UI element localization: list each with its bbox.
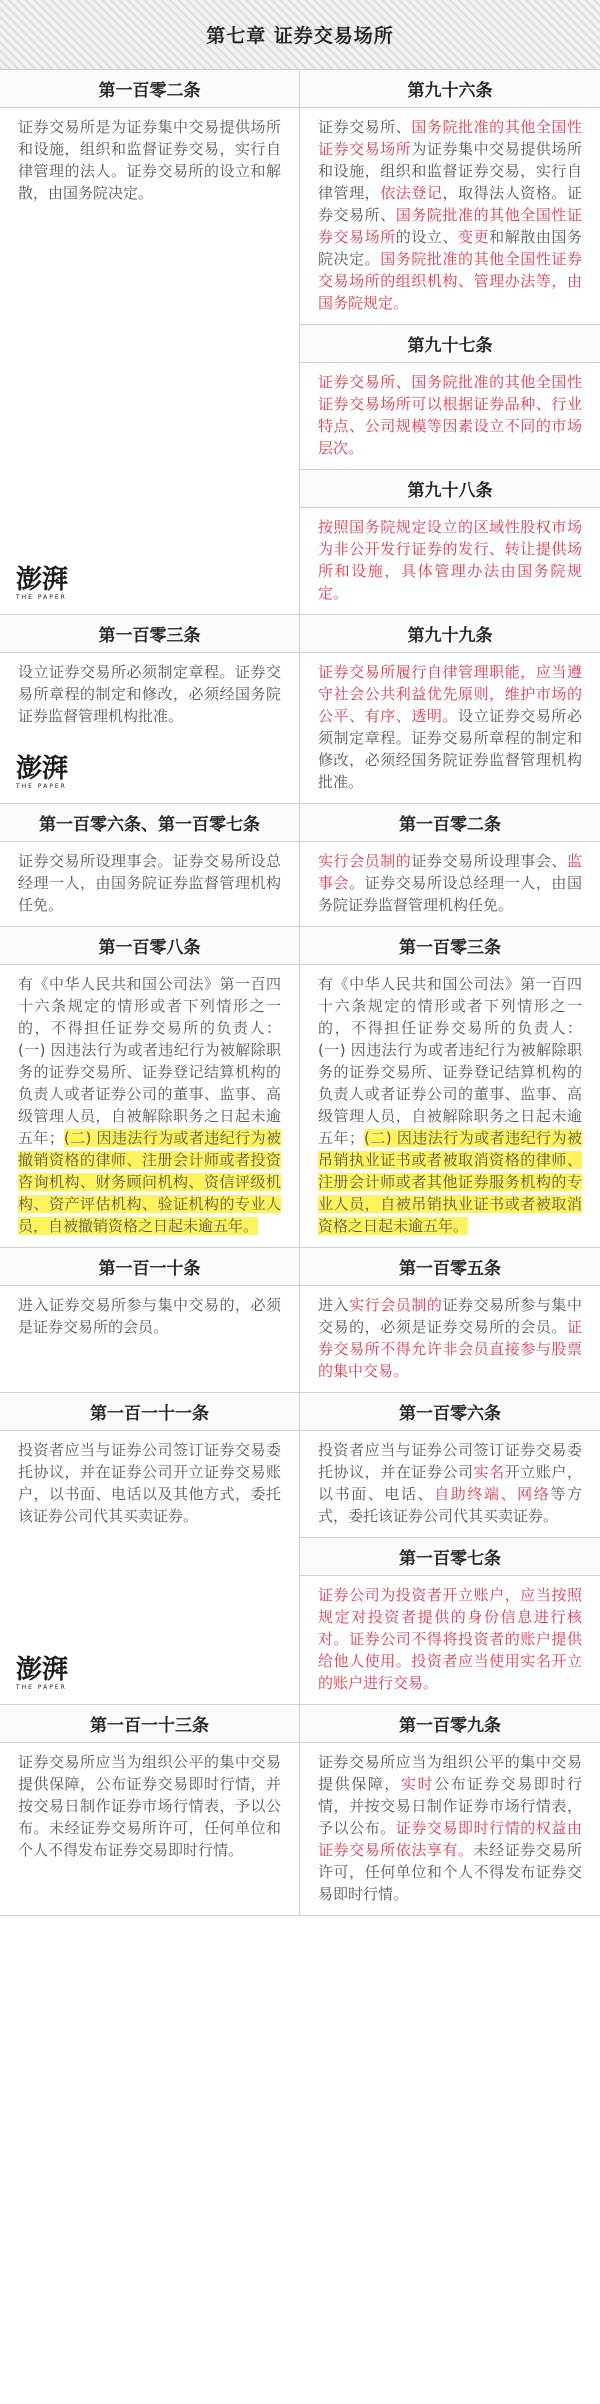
article-title: 第一百零九条 xyxy=(300,1705,600,1743)
article-title: 第一百零六条 xyxy=(300,1393,600,1431)
article-text: 设立证券交易所必须制定章程。证券交易所章程的制定和修改，必须经国务院证券监督管理机构批准。 xyxy=(318,707,582,791)
old-law-cell xyxy=(0,70,299,615)
article-text: 等方式，委托该证券公司代其买卖证券。 xyxy=(318,1485,582,1525)
article-text: 投资者应当与证券公司签订证券交易委托协议，并在证券公司开立证券交易账户，以书面、电话以及其他方式，委托该证券公司代其买卖证券。 xyxy=(18,1441,281,1525)
new-law-column xyxy=(300,70,600,1916)
article-body xyxy=(0,842,299,927)
article-text: 有《中华人民共和国公司法》第一百四十六条规定的情形或者下列情形之一的，不得担任证券交易所的负责人：(一) 因违法行为或者违纪行为被解除职务的证券交易所、证券登记结算机构的负责人或者证券公司的董事、监事、高级管理人员，自被解除职务之日起未逾五年； xyxy=(18,975,281,1147)
amended-text: 依法登记 xyxy=(380,184,443,202)
article-title: 第九十八条 xyxy=(300,470,600,508)
article-text: 有《中华人民共和国公司法》第一百四十六条规定的情形或者下列情形之一的，不得担任证券交易所的负责人：(一) 因违法行为或者违纪行为被解除职务的证券交易所、证券登记结算机构的负责人或者证券公司的董事、监事、高级管理人员，自被解除职务之日起未逾五年； xyxy=(318,975,582,1147)
new-law-cell xyxy=(300,615,600,804)
article-title: 第一百零三条 xyxy=(300,927,600,965)
article-text: 开立账户，以书面、电话、 xyxy=(318,1463,582,1503)
old-law-cell xyxy=(0,1705,299,1916)
article-text: 进入证券交易所参与集中交易的，必须是证券交易所的会员。 xyxy=(18,1296,281,1336)
new-law-cell xyxy=(300,1248,600,1393)
article-body xyxy=(0,108,299,615)
article-old xyxy=(0,1248,299,1393)
article-text: 证券交易所应当为组织公平的集中交易提供保障，公布证券交易即时行情，并按交易日制作证券市场行情表，予以公布。未经证券交易所许可，任何单位和个人不得发布证券交易即时行情。 xyxy=(18,1753,281,1859)
article-text: 的设立、 xyxy=(395,228,459,246)
article-title: 第九十九条 xyxy=(300,615,600,653)
article-title: 第一百零八条 xyxy=(0,927,299,965)
amended-text: 实行会员制的 xyxy=(349,1296,443,1314)
article-title: 第一百零三条 xyxy=(0,615,299,653)
the-paper-logo xyxy=(16,756,68,790)
article-title: 第一百零六条、第一百零七条 xyxy=(0,804,299,842)
article-text: 公布证券交易即时行情，并按交易日制作证券市场行情表，予以公布。 xyxy=(318,1775,582,1837)
old-law-column xyxy=(0,70,300,1916)
logo-subtitle: THE PAPER xyxy=(16,594,67,601)
article-title: 第一百一十三条 xyxy=(0,1705,299,1743)
article-text: 证券交易所设理事会。证券交易所设总经理一人，由国务院证券监督管理机构任免。 xyxy=(18,852,281,914)
article-title: 第一百零二条 xyxy=(300,804,600,842)
old-law-cell xyxy=(0,615,299,804)
old-law-cell xyxy=(0,927,299,1248)
article-old xyxy=(0,70,299,615)
article-new xyxy=(300,1248,600,1393)
article-title: 第九十七条 xyxy=(300,325,600,363)
article-new xyxy=(300,927,600,1248)
amended-text: 监事会 xyxy=(318,852,582,892)
article-body xyxy=(0,1743,299,1916)
old-law-cell xyxy=(0,1393,299,1705)
article-text: 为证券集中交易提供场所和设施，组织和监督证券交易，实行自律管理， xyxy=(318,140,582,202)
article-body xyxy=(300,1431,600,1538)
amended-text: 变更 xyxy=(458,228,490,246)
new-law-cell xyxy=(300,70,600,615)
new-law-cell xyxy=(300,927,600,1248)
amended-text: 国务院批准的其他全国性证券交易场所 xyxy=(318,206,582,246)
article-body xyxy=(300,1576,600,1705)
article-text: 证券交易所是为证券集中交易提供场所和设施，组织和监督证券交易，实行自律管理的法人。证券交易所的设立和解散，由国务院决定。 xyxy=(18,118,281,202)
comparison-grid xyxy=(0,70,600,1916)
amended-text: 证券交易所不得允许非会员直接参与股票的集中交易。 xyxy=(318,1318,582,1380)
article-title: 第一百零二条 xyxy=(0,70,299,108)
article-new xyxy=(300,1538,600,1705)
article-text: 和解散由国务院决定。 xyxy=(318,228,582,268)
chapter-title: 第七章 证券交易场所 xyxy=(206,25,394,47)
amended-text: 证券公司为投资者开立账户，应当按照规定对投资者提供的身份信息进行核对。证券公司不得将投资者的账户提供给他人使用。投资者应当使用实名开立的账户进行交易。 xyxy=(318,1586,582,1692)
article-body xyxy=(300,965,600,1248)
article-new xyxy=(300,1705,600,1916)
article-body xyxy=(300,108,600,325)
article-title: 第一百一十条 xyxy=(0,1248,299,1286)
article-title: 第九十六条 xyxy=(300,70,600,108)
amended-text: 实名 xyxy=(473,1463,505,1481)
old-law-cell xyxy=(0,804,299,927)
article-text: 进入 xyxy=(318,1296,350,1314)
amended-text: 自助终端、网络 xyxy=(434,1485,551,1503)
article-new xyxy=(300,470,600,615)
article-text: 证券交易所设理事会、 xyxy=(411,852,567,870)
article-title: 第一百零七条 xyxy=(300,1538,600,1576)
amended-text: 国务院批准的其他全国性证券交易场所 xyxy=(318,118,582,158)
article-body xyxy=(300,842,600,927)
article-new xyxy=(300,804,600,927)
article-body xyxy=(300,1743,600,1916)
amended-text: 证券交易所履行自律管理职能，应当遵守社会公共利益优先原则，维护市场的公平、有序、透明。 xyxy=(318,663,582,725)
logo-text: 澎湃 xyxy=(16,565,69,595)
article-old xyxy=(0,927,299,1248)
new-law-cell xyxy=(300,804,600,927)
the-paper-logo xyxy=(16,567,68,601)
highlighted-text: (二) 因违法行为或者违纪行为被吊销执业证书或者被取消资格的律师、注册会计师或者其他证券服务机构的专业人员，自被吊销执业证书或者被取消资格之日起未逾五年。 xyxy=(318,1129,582,1235)
article-new xyxy=(300,615,600,804)
amended-text: 证券交易所、国务院批准的其他全国性证券交易场所可以根据证券品种、行业特点、公司规模等因素设立不同的市场层次。 xyxy=(318,373,582,457)
article-new xyxy=(300,70,600,325)
article-text: ，取得法人资格。证券交易所、 xyxy=(318,184,582,224)
article-text: 投资者应当与证券公司签订证券交易委托协议，并在证券公司 xyxy=(318,1441,582,1481)
chapter-header xyxy=(0,0,600,70)
amended-text: 实行会员制的 xyxy=(318,852,412,870)
amended-text: 证券交易即时行情的权益由证券交易所依法享有。 xyxy=(318,1819,582,1859)
article-body xyxy=(300,508,600,615)
article-text: 设立证券交易所必须制定章程。证券交易所章程的制定和修改，必须经国务院证券监督管理机构批准。 xyxy=(18,663,281,725)
logo-text: 澎湃 xyxy=(16,1655,69,1685)
article-text: 证券交易所应当为组织公平的集中交易提供保障， xyxy=(318,1753,582,1793)
article-body xyxy=(300,653,600,804)
article-text: 证券交易所参与集中交易的，必须是证券交易所的会员。 xyxy=(318,1296,582,1336)
old-law-cell xyxy=(0,1248,299,1393)
amended-text: 国务院批准的其他全国性证券交易场所的组织机构、管理办法等，由国务院规定。 xyxy=(318,250,582,312)
article-title: 第一百零五条 xyxy=(300,1248,600,1286)
amended-text: 按照国务院规定设立的区域性股权市场为非公开发行证券的发行、转让提供场所和设施，具体管理办法由国务院规定。 xyxy=(318,518,582,602)
new-law-cell xyxy=(300,1393,600,1705)
logo-subtitle: THE PAPER xyxy=(16,783,67,790)
amended-text: 实时 xyxy=(401,1775,435,1793)
article-old xyxy=(0,804,299,927)
article-body xyxy=(0,1286,299,1393)
article-new xyxy=(300,325,600,470)
highlighted-text: (二) 因违法行为或者违纪行为被撤销资格的律师、注册会计师或者投资咨询机构、财务顾问机构、资信评级机构、资产评估机构、验证机构的专业人员，自被撤销资格之日起未逾五年。 xyxy=(18,1129,281,1235)
article-old xyxy=(0,1705,299,1916)
article-body xyxy=(300,1286,600,1393)
article-body xyxy=(300,363,600,470)
logo-subtitle: THE PAPER xyxy=(16,1684,67,1691)
article-text: 证券交易所、 xyxy=(318,118,412,136)
article-text: 。证券交易所设总经理一人，由国务院证券监督管理机构任免。 xyxy=(318,874,582,914)
article-new xyxy=(300,1393,600,1538)
article-text: 未经证券交易所许可，任何单位和个人不得发布证券交易即时行情。 xyxy=(318,1841,582,1903)
new-law-cell xyxy=(300,1705,600,1916)
article-title: 第一百一十一条 xyxy=(0,1393,299,1431)
the-paper-logo xyxy=(16,1657,68,1691)
article-body xyxy=(0,965,299,1248)
logo-text: 澎湃 xyxy=(16,754,69,784)
